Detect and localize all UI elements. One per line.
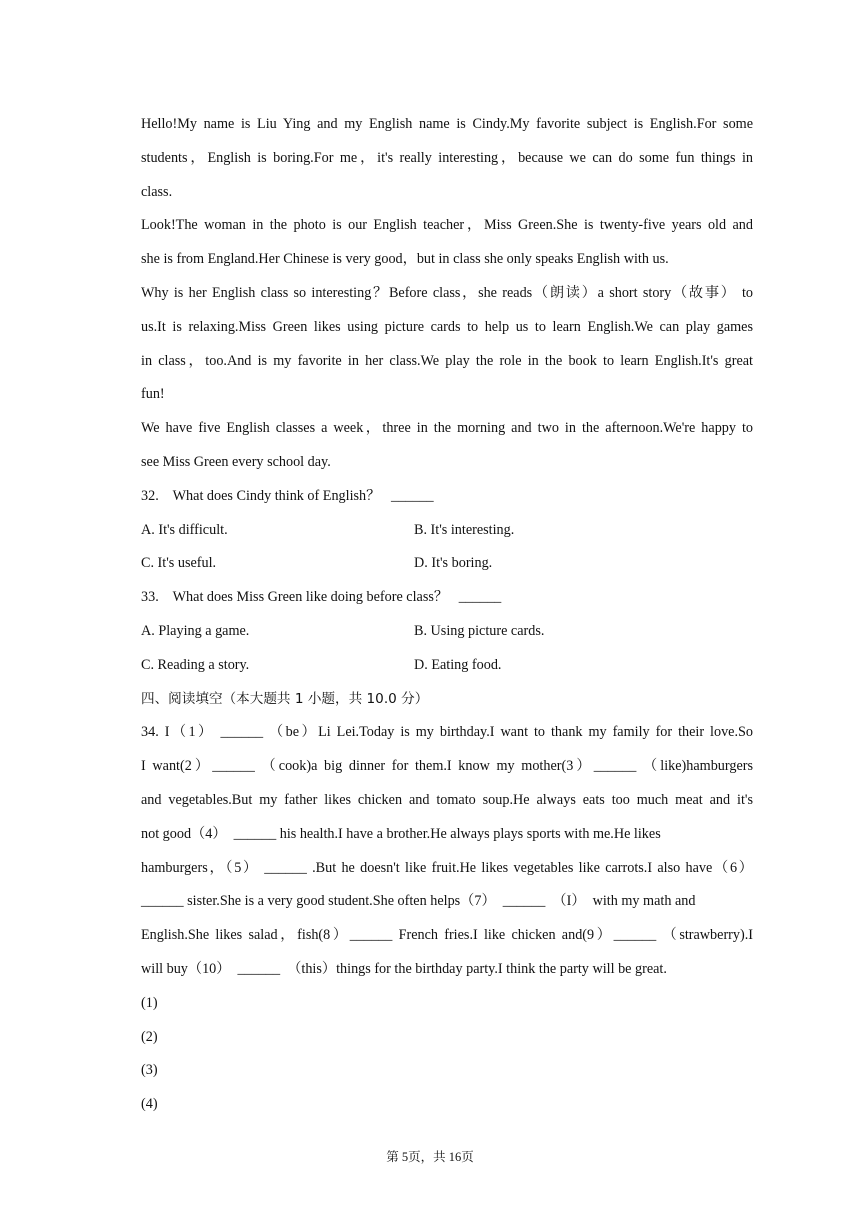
cloze-line: English.She likes salad，fish(8）______ French fries.I like chicken and(9）______ （strawberry).I bbox=[141, 927, 753, 944]
option-d[interactable]: D. Eating food. bbox=[414, 656, 502, 673]
answer-item: (3) bbox=[141, 1062, 158, 1079]
passage-line: us.It is relaxing.Miss Green likes using picture cards to help us to learn English.We can play games bbox=[141, 318, 753, 335]
passage-line: in class，too.And is my favorite in her class.We play the role in the book to learn English.It's great bbox=[141, 352, 753, 369]
question-stem: 32. What does Cindy think of English？ ______ bbox=[141, 487, 434, 504]
passage-line: she is from England.Her Chinese is very good，but in class she only speaks English with us. bbox=[141, 251, 669, 268]
passage-line: Look!The woman in the photo is our English teacher，Miss Green.She is twenty-five years old and bbox=[141, 217, 753, 234]
cloze-line: hamburgers，（5） ______ .But he doesn't like fruit.He likes vegetables like carrots.I also have（6） bbox=[141, 859, 753, 876]
option-d[interactable]: D. It's boring. bbox=[414, 555, 493, 572]
question-34 bbox=[141, 716, 753, 986]
question-stem: 33. What does Miss Green like doing before class？ ______ bbox=[141, 589, 502, 606]
section-heading: 四、阅读填空（本大题共 1 小题，共 10.0 分） bbox=[141, 690, 429, 707]
page-footer: 第 5页，共 16页 bbox=[386, 1150, 474, 1164]
cloze-line: 34. I（1） ______ （be）Li Lei.Today is my birthday.I want to thank my family for their love.So bbox=[141, 724, 753, 741]
options-row bbox=[141, 615, 753, 649]
option-a[interactable]: A. It's difficult. bbox=[141, 521, 228, 538]
answer-item: (4) bbox=[141, 1096, 158, 1113]
passage-line: students，English is boring.For me，it's really interesting，because we can do some fun things in bbox=[141, 149, 753, 166]
answer-list bbox=[141, 987, 753, 1122]
question-32 bbox=[141, 480, 753, 581]
option-c[interactable]: C. Reading a story. bbox=[141, 656, 250, 673]
passage-line: fun! bbox=[141, 386, 165, 403]
option-c[interactable]: C. It's useful. bbox=[141, 555, 217, 572]
cloze-line: not good（4） ______ his health.I have a brother.He always plays sports with me.He likes bbox=[141, 825, 661, 842]
options-row bbox=[141, 547, 753, 581]
passage-line: Hello!My name is Liu Ying and my English name is Cindy.My favorite subject is English.For some bbox=[141, 116, 753, 132]
question-33 bbox=[141, 581, 753, 682]
cloze-line: will buy（10） ______ （this）things for the birthday party.I think the party will be great. bbox=[141, 960, 667, 977]
option-a[interactable]: A. Playing a game. bbox=[141, 622, 250, 639]
passage-line: Why is her English class so interesting？Before class，she reads（朗读）a short story（故事） to bbox=[141, 284, 753, 301]
option-b[interactable]: B. Using picture cards. bbox=[414, 622, 545, 639]
options-row bbox=[141, 514, 753, 548]
page-content bbox=[141, 108, 753, 1122]
answer-item: (1) bbox=[141, 994, 158, 1011]
passage-line: class. bbox=[141, 183, 173, 200]
passage-line: We have five English classes a week，three in the morning and two in the afternoon.We're happy to bbox=[141, 420, 753, 437]
cloze-line: I want(2）______ （cook)a big dinner for them.I know my mother(3）______ （like)hamburgers bbox=[141, 758, 753, 775]
reading-passage bbox=[141, 108, 753, 480]
option-b[interactable]: B. It's interesting. bbox=[414, 521, 515, 538]
cloze-line: ______ sister.She is a very good student.She often helps（7） ______ （I） with my math and bbox=[141, 893, 696, 910]
cloze-line: and vegetables.But my father likes chicken and tomato soup.He always eats too much meat and it's bbox=[141, 791, 753, 808]
options-row bbox=[141, 649, 753, 683]
passage-line: see Miss Green every school day. bbox=[141, 453, 331, 470]
answer-item: (2) bbox=[141, 1028, 158, 1045]
